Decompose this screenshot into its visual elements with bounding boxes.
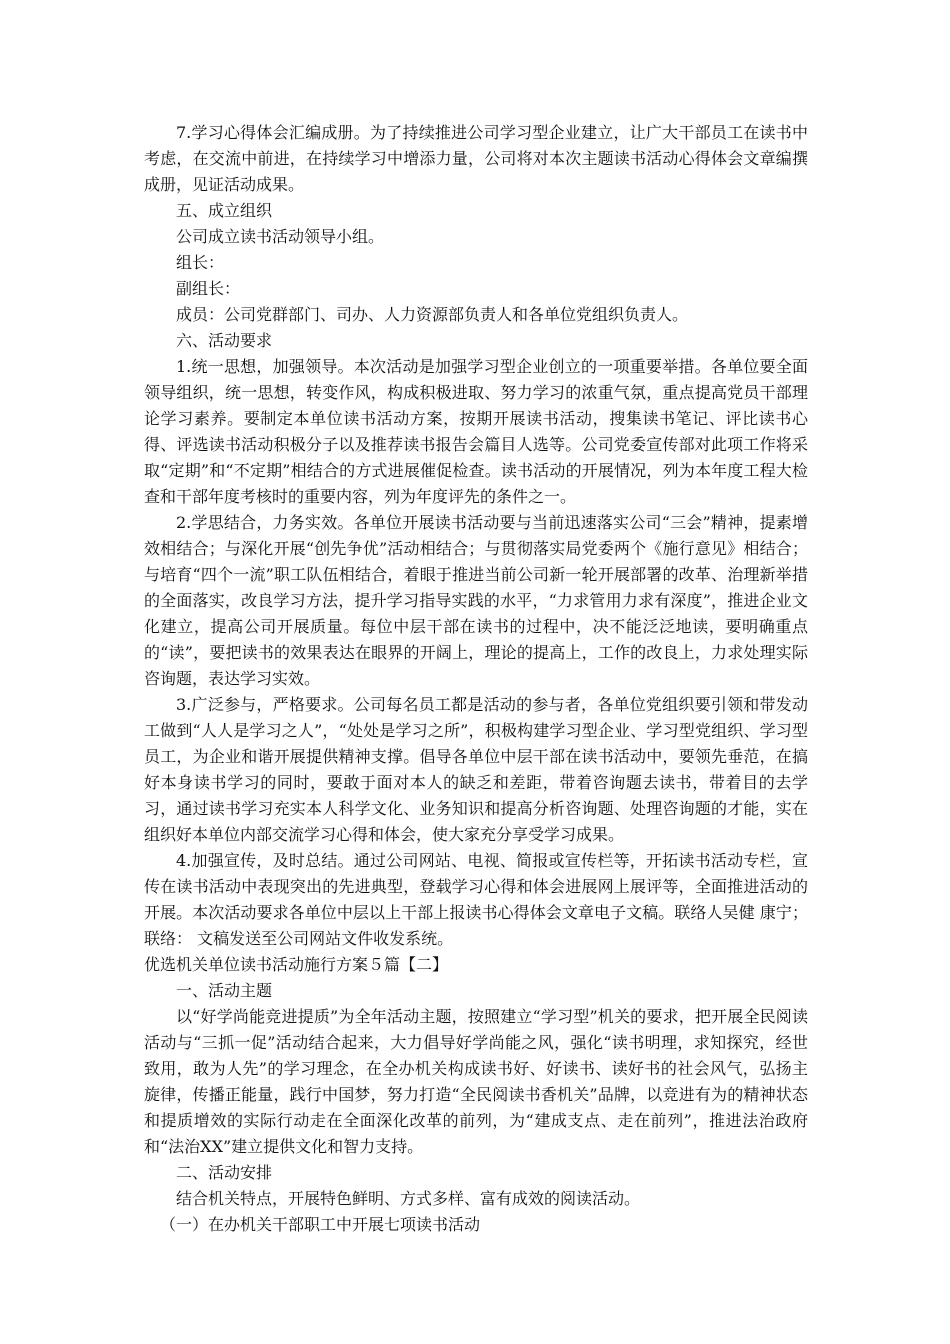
paragraph-activity-arrangement: 结合机关特点，开展特色鲜明、方式多样、富有成效的阅读活动。 [176, 1189, 641, 1208]
paragraph-leading-group: 公司成立读书活动领导小组。 [176, 227, 385, 246]
document-body [144, 120, 808, 1238]
paragraph-activity-theme: 以“好学尚能竞进提质”为全年活动主题，按照建立“学习型”机关的要求，把开展全民阅读活动与“三抓一促”活动结合起来，大力倡导好学尚能之风，强化“读书明理，求知探究，经世致用，敢为人先”的学习理念，在全办机关构成读书好、好读书、读好书的社会风气，弘扬主旋律，传播正能量，践行中国梦，努力打造“全民阅读书香机关”品牌，以竞进有为的精神状态和提质增效的实际行动走在全面深化改革的前列，为“建成支点、走在前列”，推进法治政府和“法治XX”建立提供文化和智力支持。 [144, 1007, 808, 1156]
paragraph-item-7-compilation: 7.学习心得体会汇编成册。为了持续推进公司学习型企业建立，让广大干部员工在读书中考虑，在交流中前进，在持续学习中增添力量，公司将对本次主题读书活动心得体会文章编撰成册，见证活动成果。 [144, 123, 808, 194]
document-subtitle-part-2: 优选机关单位读书活动施行方案５篇【二】 [144, 955, 449, 974]
paragraph-requirement-3: 3.广泛参与，严格要求。公司每名员工都是活动的参与者，各单位党组织要引领和带发动工做到“人人是学习之人”，“处处是学习之所”，积极构建学习型企业、学习型党组织、学习型员工，为企业和谐开展提供精神支撑。倡导各单位中层干部在读书活动中，要领先垂范，在搞好本身读书学习的同时，要敢于面对本人的缺乏和差距，带着咨询题去读书，带着目的去学习，通过读书学习充实本人科学文化、业务知识和提高分析咨询题、处理咨询题的才能，实在组织好本单位内部交流学习心得和体会，使大家充分享受学习成果。 [144, 695, 808, 844]
paragraph-requirement-2: 2.学思结合，力务实效。各单位开展读书活动要与当前迅速落实公司“三会”精神，提素增效相结合；与深化开展“创先争优”活动相结合；与贯彻落实局党委两个《施行意见》相结合；与培育“四个一流”职工队伍相结合，着眼于推进当前公司新一轮开展部署的改革、治理新举措的全面落实，改良学习方法，提升学习指导实践的水平，“力求管用力求有深度”，推进企业文化建立，提高公司开展质量。每位中层干部在读书的过程中，决不能泛泛地读，要明确重点的“读”，要把读书的效果表达在眼界的开阔上，理论的提高上，工作的改良上，力求处理实际咨询题，表达学习实效。 [144, 513, 808, 688]
heading-activity-arrangement: 二、活动安排 [176, 1163, 273, 1182]
paragraph-deputy-leader: 副组长： [176, 279, 241, 298]
paragraph-members: 成员：公司党群部门、司办、人力资源部负责人和各单位党组织负责人。 [176, 305, 689, 324]
paragraph-requirement-1: 1.统一思想，加强领导。本次活动是加强学习型企业创立的一项重要举措。各单位要全面领导组织，统一思想，转变作风，构成积极进取、努力学习的浓重气氛，重点提高党员干部理论学习素养。要制定本单位读书活动方案，按期开展读书活动，搜集读书笔记、评比读书心得、评选读书活动积极分子以及推荐读书报告会篇目人选等。公司党委宣传部对此项工作将采取“定期”和“不定期”相结合的方式进展催促检查。读书活动的开展情况，列为本年度工程大检查和干部年度考核时的重要内容，列为年度评先的条件之一。 [144, 357, 808, 506]
heading-seven-reading-activities: （一）在办机关干部职工中开展七项读书活动 [160, 1215, 481, 1234]
heading-activity-theme: 一、活动主题 [176, 981, 273, 1000]
heading-section-5: 五、成立组织 [176, 201, 273, 220]
paragraph-requirement-4: 4.加强宣传，及时总结。通过公司网站、电视、简报或宣传栏等，开拓读书活动专栏，宣传在读书活动中表现突出的先进典型，登载学习心得和体会进展网上展评等，全面推进活动的开展。本次活动要求各单位中层以上干部上报读书心得体会文章电子文稿。联络人吴健 康宁；联络： 文稿发送至公司网站文件收发系统。 [144, 851, 808, 948]
heading-section-6: 六、活动要求 [176, 331, 273, 350]
paragraph-group-leader: 组长： [176, 253, 225, 272]
